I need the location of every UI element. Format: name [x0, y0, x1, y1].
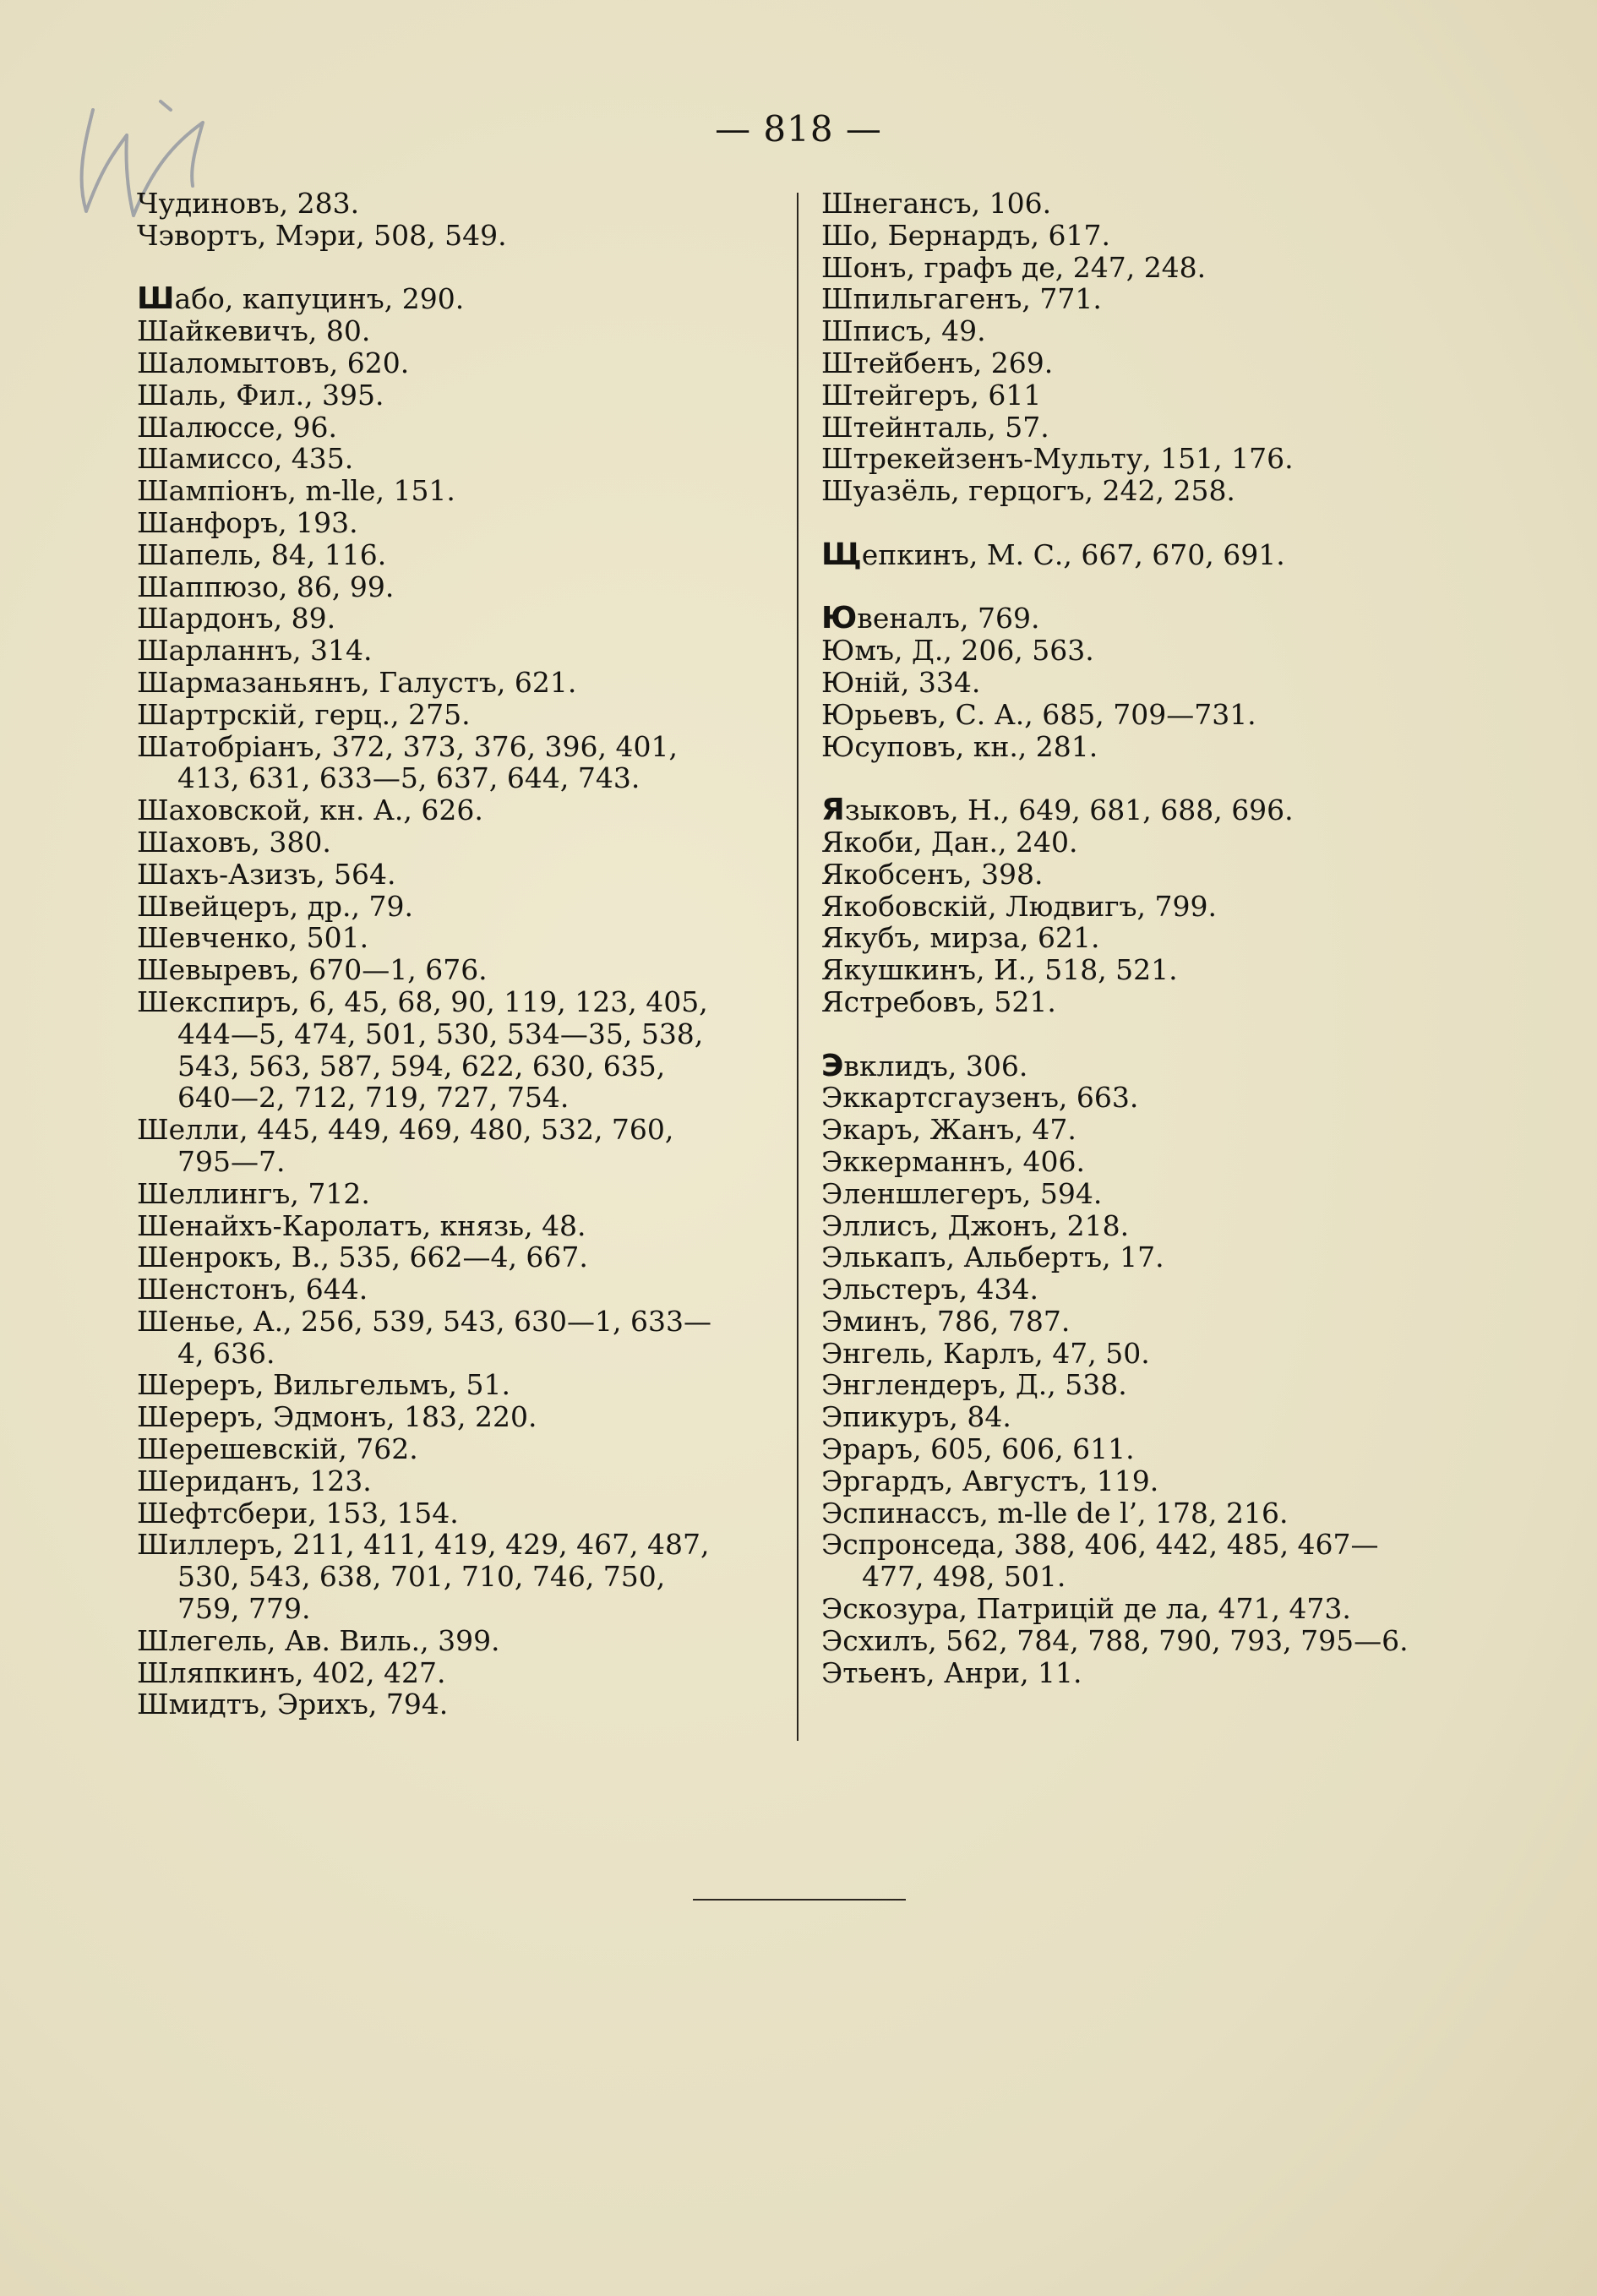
index-entry-text: Этьенъ, Анри, 11. — [821, 1655, 1082, 1689]
index-entry — [137, 1306, 779, 1338]
index-entry-text: Шаховъ, 380. — [137, 825, 331, 859]
index-column-left — [137, 188, 779, 1721]
index-entry-text: Шаломытовъ, 620. — [137, 346, 410, 379]
index-entry-text: Эленшлегеръ, 594. — [821, 1176, 1103, 1210]
index-entry-continuation — [821, 1561, 1514, 1593]
index-entry-text: Шуазёль, герцогъ, 242, 258. — [821, 474, 1235, 508]
index-entry-text: Швейцеръ, др., 79. — [137, 889, 414, 923]
section-initial-letter: Ш — [137, 281, 175, 317]
footer-rule — [693, 1899, 906, 1901]
index-entry-text: Энглендеръ, Д., 538. — [821, 1368, 1127, 1402]
index-entry — [821, 667, 1514, 699]
index-entry-continuation — [137, 1082, 779, 1114]
index-entry-text: Шмидтъ, Эрихъ, 794. — [137, 1688, 449, 1721]
index-entry — [137, 412, 779, 444]
index-entry — [821, 347, 1514, 379]
index-entry — [821, 283, 1514, 315]
index-entry — [821, 1433, 1514, 1465]
index-entry-text: Шаховской, кн. А., 626. — [137, 794, 483, 827]
index-entry — [137, 1273, 779, 1306]
index-entry-text: Штрекейзенъ-Мульту, 151, 176. — [821, 442, 1294, 476]
index-entry-text: Шанфоръ, 193. — [137, 505, 358, 539]
index-entry-text: Шиллеръ, 211, 411, 419, 429, 467, 487, — [137, 1528, 710, 1562]
index-entry — [137, 1369, 779, 1401]
index-entry — [821, 539, 1514, 571]
index-entry — [137, 731, 779, 763]
index-entry-text: Якушкинъ, И., 518, 521. — [821, 953, 1178, 987]
index-entry-text: Шелли, 445, 449, 469, 480, 532, 760, — [137, 1113, 674, 1147]
index-entry-text: Шонъ, графъ де, 247, 248. — [821, 250, 1207, 284]
index-entry — [137, 1178, 779, 1210]
index-entry — [137, 699, 779, 731]
index-entry — [137, 826, 779, 859]
index-entry — [821, 379, 1514, 412]
index-entry-text: Чэвортъ, Мэри, 508, 549. — [137, 218, 507, 252]
index-entry-text: Шаль, Фил., 395. — [137, 378, 384, 412]
index-entry-text: Якубъ, мирза, 621. — [821, 921, 1100, 955]
index-entry — [137, 283, 779, 315]
section-gap — [821, 571, 1514, 603]
index-entry — [821, 826, 1514, 859]
index-entry — [137, 859, 779, 891]
index-entry-continuation — [137, 1338, 779, 1370]
index-entry — [137, 667, 779, 699]
index-entry — [137, 475, 779, 507]
index-entry-text: Эргардъ, Августъ, 119. — [821, 1464, 1159, 1497]
index-entry-text: 4, 636. — [177, 1336, 275, 1370]
index-entry-text: Шенстонъ, 644. — [137, 1273, 368, 1306]
index-entry — [821, 1401, 1514, 1433]
page-number: — 818 — — [715, 108, 882, 150]
index-entry — [821, 986, 1514, 1018]
index-entry-text: 543, 563, 587, 594, 622, 630, 635, — [177, 1049, 666, 1083]
index-entry — [821, 1241, 1514, 1273]
index-entry-text: Шенрокъ, В., 535, 662—4, 667. — [137, 1241, 588, 1274]
index-entry — [821, 1306, 1514, 1338]
index-entry-continuation — [137, 1050, 779, 1083]
index-entry — [137, 220, 779, 252]
index-entry — [821, 475, 1514, 507]
index-entry-text: Шаппюзо, 86, 99. — [137, 570, 395, 603]
index-entry-text: Шенайхъ-Каролатъ, князь, 48. — [137, 1208, 586, 1242]
index-entry — [137, 315, 779, 347]
index-entry-text: Эпикуръ, 84. — [821, 1400, 1011, 1434]
index-entry-text: Шайкевичъ, 80. — [137, 314, 371, 348]
index-entry-text: Эминъ, 786, 787. — [821, 1304, 1071, 1338]
index-entry — [137, 379, 779, 412]
index-entry-text: 413, 631, 633—5, 637, 644, 743. — [177, 761, 640, 795]
index-entry-text: Шахъ-Азизъ, 564. — [137, 857, 396, 891]
index-entry-text: 530, 543, 638, 701, 710, 746, 750, — [177, 1560, 666, 1594]
index-entry — [821, 891, 1514, 923]
index-entry-text: Шо, Бернардъ, 617. — [821, 218, 1110, 252]
index-entry-text: Якоби, Дан., 240. — [821, 825, 1078, 859]
index-entry-text: Шереръ, Вильгельмъ, 51. — [137, 1368, 510, 1402]
index-entry-text: Шерешевскій, 762. — [137, 1432, 418, 1466]
index-entry — [821, 220, 1514, 252]
index-entry — [821, 1050, 1514, 1083]
index-entry-text: Экаръ, Жанъ, 47. — [821, 1113, 1076, 1147]
index-entry-continuation — [137, 1593, 779, 1625]
index-entry — [821, 188, 1514, 220]
index-entry-text: 444—5, 474, 501, 530, 534—35, 538, — [177, 1017, 704, 1050]
index-entry-text: Шефтсбери, 153, 154. — [137, 1496, 459, 1530]
index-entry-text: Шамиссо, 435. — [137, 442, 354, 476]
index-entry — [137, 539, 779, 571]
index-entry — [821, 954, 1514, 986]
index-entry-text: 477, 498, 501. — [862, 1560, 1066, 1594]
index-entry — [821, 1146, 1514, 1178]
section-initial-letter: Ю — [821, 601, 858, 636]
index-entry-text: Шенье, А., 256, 539, 543, 630—1, 633— — [137, 1304, 711, 1338]
index-entry — [821, 1338, 1514, 1370]
section-gap — [137, 252, 779, 284]
index-entry-text: Шереръ, Эдмонъ, 183, 220. — [137, 1400, 537, 1434]
index-entry-text: Шампіонъ, m-lle, 151. — [137, 474, 455, 508]
index-column-right — [821, 188, 1514, 1688]
index-entry-text: вклидъ, 306. — [843, 1049, 1028, 1083]
index-entry-text: Шатобріанъ, 372, 373, 376, 396, 401, — [137, 729, 678, 763]
index-entry-text: Чудиновъ, 283. — [137, 187, 360, 220]
index-entry — [821, 731, 1514, 763]
index-entry — [821, 859, 1514, 891]
index-entry — [137, 1497, 779, 1530]
index-entry-text: Эллисъ, Джонъ, 218. — [821, 1208, 1130, 1242]
index-entry — [137, 507, 779, 539]
index-entry — [821, 1273, 1514, 1306]
index-entry — [821, 922, 1514, 954]
index-entry-text: Эккартсгаузенъ, 663. — [821, 1081, 1139, 1115]
index-entry — [137, 1401, 779, 1433]
index-entry — [137, 443, 779, 475]
index-entry-text: Юрьевъ, С. А., 685, 709—731. — [821, 697, 1256, 731]
index-entry — [137, 891, 779, 923]
index-entry-text: Эльстеръ, 434. — [821, 1273, 1039, 1306]
index-entry-text: Юній, 334. — [821, 665, 981, 699]
index-entry — [137, 986, 779, 1018]
index-entry-text: веналъ, 769. — [857, 602, 1040, 635]
index-entry — [821, 315, 1514, 347]
index-entry — [821, 1465, 1514, 1497]
index-entry — [137, 1433, 779, 1465]
index-entry-continuation — [137, 1146, 779, 1178]
index-entry-text: Юсуповъ, кн., 281. — [821, 729, 1098, 763]
index-entry — [137, 1529, 779, 1561]
index-entry — [821, 412, 1514, 444]
index-entry-text: Штейнталь, 57. — [821, 410, 1049, 444]
index-entry-text: Элькапъ, Альбертъ, 17. — [821, 1241, 1164, 1274]
index-entry — [137, 188, 779, 220]
index-entry — [137, 635, 779, 667]
index-entry — [137, 1114, 779, 1146]
index-entry — [821, 794, 1514, 826]
index-entry-text: Эккерманнъ, 406. — [821, 1144, 1085, 1178]
index-entry-text: Эспинассъ, m-lle de l’, 178, 216. — [821, 1496, 1289, 1530]
index-entry-text: Шнегансъ, 106. — [821, 187, 1052, 220]
index-entry-text: 640—2, 712, 719, 727, 754. — [177, 1081, 570, 1115]
index-entry-text: Шардонъ, 89. — [137, 602, 336, 635]
index-entry-text: Шеллингъ, 712. — [137, 1176, 370, 1210]
index-entry-text: Шапель, 84, 116. — [137, 537, 387, 571]
section-initial-letter: Я — [821, 793, 845, 828]
index-entry-text: Штейгеръ, 611 — [821, 378, 1042, 412]
index-entry — [137, 922, 779, 954]
index-entry-text: Штейбенъ, 269. — [821, 346, 1054, 379]
index-entry-text: Шевыревъ, 670—1, 676. — [137, 953, 488, 987]
section-initial-letter: Щ — [821, 537, 862, 572]
section-gap — [821, 1018, 1514, 1050]
index-entry — [821, 1369, 1514, 1401]
index-entry-text: зыковъ, Н., 649, 681, 688, 696. — [844, 794, 1294, 827]
index-entry-text: Ястребовъ, 521. — [821, 984, 1056, 1018]
index-entry — [137, 1625, 779, 1657]
index-entry — [821, 1210, 1514, 1242]
index-entry — [821, 603, 1514, 635]
index-entry-text: 759, 779. — [177, 1592, 311, 1626]
index-entry-text: Эсхилъ, 562, 784, 788, 790, 793, 795—6. — [821, 1623, 1409, 1657]
index-entry-text: Шпильгагенъ, 771. — [821, 282, 1102, 316]
index-entry — [821, 443, 1514, 475]
index-entry — [137, 347, 779, 379]
index-entry — [821, 1657, 1514, 1689]
index-entry — [137, 1657, 779, 1689]
index-entry-text: Эраръ, 605, 606, 611. — [821, 1432, 1135, 1466]
index-entry-text: Шалюссе, 96. — [137, 410, 337, 444]
index-entry-text: Шляпкинъ, 402, 427. — [137, 1655, 446, 1689]
index-entry-text: Шевченко, 501. — [137, 921, 369, 955]
section-gap — [821, 762, 1514, 794]
index-entry — [137, 794, 779, 826]
section-initial-letter: Э — [821, 1048, 844, 1083]
index-entry-text: Юмъ, Д., 206, 563. — [821, 634, 1094, 668]
index-entry-text: Эспронседа, 388, 406, 442, 485, 467— — [821, 1528, 1379, 1562]
index-entry-text: 795—7. — [177, 1144, 286, 1178]
index-entry — [137, 603, 779, 635]
index-entry — [137, 954, 779, 986]
index-entry-continuation — [137, 1018, 779, 1050]
index-entry-text: або, капуцинъ, 290. — [174, 282, 465, 316]
index-entry — [821, 1497, 1514, 1530]
index-entry-text: Шармазаньянъ, Галустъ, 621. — [137, 665, 577, 699]
index-entry-continuation — [137, 1561, 779, 1593]
index-entry-text: Якобсенъ, 398. — [821, 857, 1044, 891]
index-entry-text: Эскозура, Патрицій де ла, 471, 473. — [821, 1592, 1351, 1626]
index-entry-text: епкинъ, М. С., 667, 670, 691. — [861, 537, 1285, 571]
index-entry — [821, 252, 1514, 284]
index-entry-text: Якобовскій, Людвигъ, 799. — [821, 889, 1217, 923]
index-entry-text: Шериданъ, 123. — [137, 1464, 372, 1497]
index-entry — [821, 1593, 1514, 1625]
section-gap — [821, 507, 1514, 539]
index-entry-text: Шписъ, 49. — [821, 314, 986, 348]
index-entry-text: Шартрскій, герц., 275. — [137, 697, 471, 731]
index-entry — [821, 1082, 1514, 1114]
index-entry-text: Шекспиръ, 6, 45, 68, 90, 119, 123, 405, — [137, 984, 708, 1018]
column-divider — [797, 193, 798, 1741]
index-entry-continuation — [137, 762, 779, 794]
index-entry-text: Шарланнъ, 314. — [137, 634, 373, 668]
index-entry-text: Энгель, Карлъ, 47, 50. — [821, 1336, 1150, 1370]
index-entry — [137, 571, 779, 603]
index-entry — [821, 1625, 1514, 1657]
index-entry — [137, 1210, 779, 1242]
index-entry — [821, 635, 1514, 667]
index-entry — [821, 1114, 1514, 1146]
index-entry — [821, 699, 1514, 731]
index-entry-text: Шлегель, Ав. Виль., 399. — [137, 1623, 500, 1657]
index-entry — [821, 1178, 1514, 1210]
index-entry — [137, 1688, 779, 1721]
index-entry — [821, 1529, 1514, 1561]
index-entry — [137, 1241, 779, 1273]
index-entry — [137, 1465, 779, 1497]
